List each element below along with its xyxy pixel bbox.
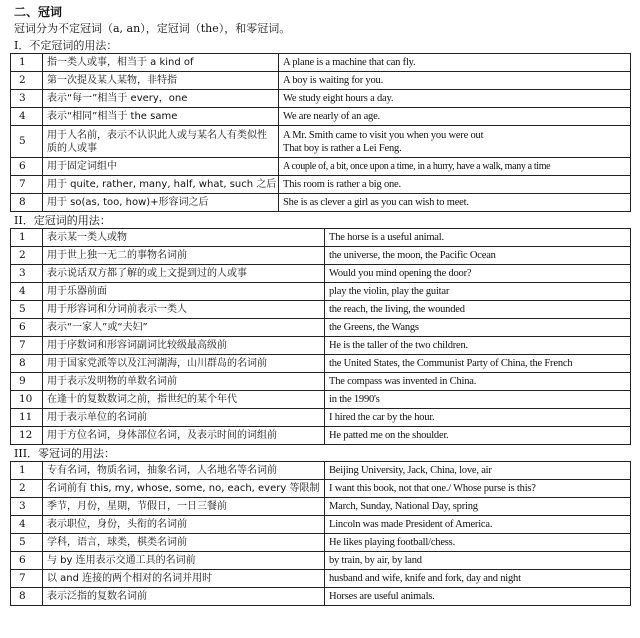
- section-title-zero: III．零冠词的用法：: [14, 447, 116, 460]
- example-cell: He patted me on the shoulder.: [325, 427, 631, 445]
- usage-cell: 用于表示单位的名词前: [43, 409, 325, 427]
- table-row: [11, 373, 631, 391]
- row-number: 8: [11, 355, 43, 373]
- table-row: [11, 480, 631, 498]
- usage-cell: 用于表示发明物的单数名词前: [43, 373, 325, 391]
- row-number: 5: [11, 301, 43, 319]
- example-cell: The compass was invented in China.: [325, 373, 631, 391]
- example-cell: This room is rather a big one.: [279, 176, 631, 194]
- usage-cell: 指一类人或事，相当于 a kind of: [43, 54, 279, 72]
- usage-cell: 用于形容词和分词前表示一类人: [43, 301, 325, 319]
- intro-text: 冠词分为不定冠词（a, an），定冠词（the），和零冠词。: [14, 22, 291, 35]
- table-row: [11, 391, 631, 409]
- example-cell: I hired the car by the hour.: [325, 409, 631, 427]
- table-row: [11, 229, 631, 247]
- zero-article-table: [10, 461, 631, 606]
- usage-cell: 表示“一家人”或“夫妇”: [43, 319, 325, 337]
- example-cell: the United States, the Communist Party of China, the French: [325, 355, 631, 373]
- row-number: 3: [11, 90, 43, 108]
- table-row: [11, 72, 631, 90]
- table-row: [11, 54, 631, 72]
- example-cell: A plane is a machine that can fly.: [279, 54, 631, 72]
- table-row: [11, 319, 631, 337]
- example-line: That boy is rather a Lei Feng.: [283, 142, 402, 154]
- table-row: [11, 301, 631, 319]
- usage-cell: 季节，月份，星期，节假日，一日三餐前: [43, 498, 325, 516]
- table-row: [11, 427, 631, 445]
- table-row: [11, 570, 631, 588]
- row-number: 12: [11, 427, 43, 445]
- example-cell: play the violin, play the guitar: [325, 283, 631, 301]
- example-cell: He is the taller of the two children.: [325, 337, 631, 355]
- table-row: [11, 265, 631, 283]
- example-cell: He likes playing football/chess.: [325, 534, 631, 552]
- row-number: 4: [11, 283, 43, 301]
- table-row: [11, 247, 631, 265]
- table-row: [11, 516, 631, 534]
- example-cell: the reach, the living, the wounded: [325, 301, 631, 319]
- usage-cell: 表示职位，身份，头衔的名词前: [43, 516, 325, 534]
- example-cell: [279, 126, 631, 158]
- usage-cell: 用于固定词组中: [43, 158, 279, 176]
- row-number: 8: [11, 588, 43, 606]
- row-number: 1: [11, 462, 43, 480]
- row-number: 1: [11, 54, 43, 72]
- example-cell: The horse is a useful animal.: [325, 229, 631, 247]
- row-number: 3: [11, 498, 43, 516]
- table-row: [11, 498, 631, 516]
- table-row: [11, 409, 631, 427]
- usage-cell: 名词前有 this, my, whose, some, no, each, every 等限制: [43, 480, 325, 498]
- row-number: 1: [11, 229, 43, 247]
- row-number: 5: [11, 126, 43, 158]
- row-number: 7: [11, 337, 43, 355]
- table-row: [11, 108, 631, 126]
- example-cell: Lincoln was made President of America.: [325, 516, 631, 534]
- example-cell: A boy is waiting for you.: [279, 72, 631, 90]
- row-number: 2: [11, 72, 43, 90]
- example-cell: by train, by air, by land: [325, 552, 631, 570]
- row-number: 10: [11, 391, 43, 409]
- section-title-definite: II．定冠词的用法：: [14, 214, 111, 227]
- table-row: [11, 90, 631, 108]
- row-number: 6: [11, 552, 43, 570]
- example-cell: We study eight hours a day.: [279, 90, 631, 108]
- row-number: 8: [11, 194, 43, 212]
- table-row: [11, 552, 631, 570]
- example-cell: husband and wife, knife and fork, day and night: [325, 570, 631, 588]
- example-cell: I want this book, not that one./ Whose purse is this?: [325, 480, 631, 498]
- example-cell: March, Sunday, National Day, spring: [325, 498, 631, 516]
- usage-cell: 用于 quite, rather, many, half, what, such 之后: [43, 176, 279, 194]
- row-number: 2: [11, 247, 43, 265]
- row-number: 7: [11, 570, 43, 588]
- row-number: 9: [11, 373, 43, 391]
- row-number: 11: [11, 409, 43, 427]
- row-number: 4: [11, 108, 43, 126]
- example-cell: in the 1990's: [325, 391, 631, 409]
- usage-cell: 与 by 连用表示交通工具的名词前: [43, 552, 325, 570]
- section-heading: 二、冠词: [14, 5, 63, 19]
- definite-article-table: [10, 228, 631, 445]
- usage-cell: 专有名词，物质名词，抽象名词，人名地名等名词前: [43, 462, 325, 480]
- example-cell: Would you mind opening the door?: [325, 265, 631, 283]
- usage-cell: 用于乐器前面: [43, 283, 325, 301]
- table-row: [11, 355, 631, 373]
- usage-cell: 表示某一类人或物: [43, 229, 325, 247]
- table-row: [11, 337, 631, 355]
- row-number: 2: [11, 480, 43, 498]
- example-cell: Beijing University, Jack, China, love, air: [325, 462, 631, 480]
- table-row: [11, 126, 631, 158]
- example-cell: the universe, the moon, the Pacific Ocean: [325, 247, 631, 265]
- usage-cell: 用于国家党派等以及江河湖海，山川群岛的名词前: [43, 355, 325, 373]
- table-row: [11, 176, 631, 194]
- row-number: 5: [11, 534, 43, 552]
- usage-cell: 第一次提及某人某物，非特指: [43, 72, 279, 90]
- example-cell: the Greens, the Wangs: [325, 319, 631, 337]
- usage-cell: 用于世上独一无二的事物名词前: [43, 247, 325, 265]
- row-number: 6: [11, 319, 43, 337]
- usage-cell: 以 and 连接的两个相对的名词并用时: [43, 570, 325, 588]
- usage-cell: 表示“每一”相当于 every，one: [43, 90, 279, 108]
- usage-cell: 学科，语言，球类，棋类名词前: [43, 534, 325, 552]
- example-cell: We are nearly of an age.: [279, 108, 631, 126]
- table-row: [11, 194, 631, 212]
- example-cell: She is as clever a girl as you can wish to meet.: [279, 194, 631, 212]
- row-number: 4: [11, 516, 43, 534]
- section-title-indefinite: I．不定冠词的用法：: [14, 39, 118, 52]
- row-number: 3: [11, 265, 43, 283]
- document: [14, 4, 626, 606]
- usage-cell: 表示说话双方都了解的或上文提到过的人或事: [43, 265, 325, 283]
- usage-cell: 用于人名前，表示不认识此人或与某名人有类似性质的人或事: [43, 126, 279, 158]
- row-number: 7: [11, 176, 43, 194]
- usage-cell: 用于 so(as, too, how)+形容词之后: [43, 194, 279, 212]
- table-row: [11, 158, 631, 176]
- table-row: [11, 462, 631, 480]
- usage-cell: 表示泛指的复数名词前: [43, 588, 325, 606]
- usage-cell: 表示“相同”相当于 the same: [43, 108, 279, 126]
- table-row: [11, 534, 631, 552]
- example-line: A Mr. Smith came to visit you when you were out: [283, 129, 484, 141]
- example-cell: Horses are useful animals.: [325, 588, 631, 606]
- indefinite-article-table: [10, 53, 631, 212]
- table-row: [11, 588, 631, 606]
- usage-cell: 用于方位名词，身体部位名词，及表示时间的词组前: [43, 427, 325, 445]
- example-cell: A couple of, a bit, once upon a time, in a hurry, have a walk, many a time: [279, 158, 631, 176]
- usage-cell: 用于序数词和形容词副词比较级最高级前: [43, 337, 325, 355]
- row-number: 6: [11, 158, 43, 176]
- table-row: [11, 283, 631, 301]
- usage-cell: 在逢十的复数数词之前，指世纪的某个年代: [43, 391, 325, 409]
